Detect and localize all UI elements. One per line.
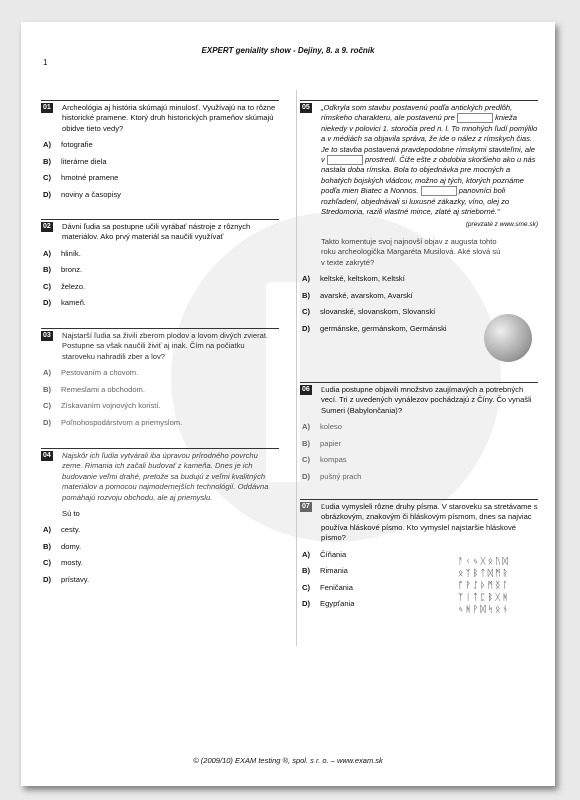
ancient-script-image	[458, 555, 510, 615]
glyph-row: ᚩᚹᛇᚦᛗᛝᛚ	[458, 580, 510, 590]
answer-option[interactable]	[302, 422, 538, 439]
option-text: kompas	[320, 455, 347, 465]
option-text: koleso	[320, 422, 342, 432]
hidden-word-box	[327, 155, 363, 165]
question-number: 04	[43, 452, 51, 459]
option-text: keltské, keltskom, Keltskí	[320, 274, 405, 284]
option-letter: C)	[302, 455, 311, 465]
answer-option[interactable]	[43, 173, 279, 190]
answer-option[interactable]	[43, 368, 279, 385]
option-text: literárne diela	[61, 156, 107, 166]
answer-option[interactable]	[43, 140, 279, 157]
question-text: Najskôr ich ľudia vytvárali iba úpravou prírodného povrchu zeme. Rimania ich začali budovať z kameňa. Dnes je ich budovanie veľmi drahé, pretože sa budujú z veľmi kvalitných materiálov a pomocou najmodernejších technológií. Oddávna pomáhajú rozvoju obchodu, ale aj priemyslu.	[62, 451, 269, 502]
option-letter: C)	[302, 307, 311, 317]
option-letter: A)	[43, 140, 52, 150]
answer-option[interactable]	[43, 418, 279, 435]
quote-part: „Odkryla som stavbu postavenú podľa antických predlôh, rímskeho charakteru, ale postavenú pre	[321, 103, 513, 123]
option-letter: A)	[302, 549, 311, 559]
question-number: 06	[302, 386, 310, 393]
question-03	[41, 328, 279, 434]
option-letter: D)	[43, 189, 52, 199]
option-text: domy.	[61, 541, 82, 551]
answer-option[interactable]	[302, 291, 538, 308]
option-letter: A)	[302, 274, 311, 284]
option-letter: C)	[302, 582, 311, 592]
option-letter: B)	[43, 265, 52, 275]
question-number: 01	[43, 104, 51, 111]
option-text: pušný prach	[320, 471, 362, 481]
option-text: avarské, avarskom, Avarskí	[320, 290, 413, 300]
answer-option[interactable]	[43, 282, 279, 299]
option-text: prístavy.	[61, 574, 90, 584]
question-text: Ľudia postupne objavili množstvo zaujímavých a potrebných vecí. Tri z uvedených vynálezov pochádzajú z Číny. Čo vynašli Sumeri (Babylončania)?	[321, 385, 532, 415]
question-number: 05	[302, 104, 310, 111]
option-text: Remeslami a obchodom.	[61, 384, 145, 394]
answer-option[interactable]	[302, 274, 538, 291]
hidden-word-box	[421, 186, 457, 196]
option-text: germánske, germánskom, Germánski	[320, 323, 447, 333]
option-text: Poľnohospodárstvom a priemyslom.	[61, 417, 183, 427]
option-text: fotografie	[61, 140, 93, 150]
option-letter: D)	[302, 599, 311, 609]
quote-part: panovníci boli rozhľadení, objednávali si luxusné zákazky, víno, olej zo Stredomoria, razili vlastné mince, zlaté aj strieborné.“	[321, 186, 510, 217]
question-lead: Sú to	[62, 509, 80, 519]
answer-option[interactable]	[43, 385, 279, 402]
option-text: hliník.	[61, 248, 81, 258]
answer-option[interactable]	[43, 249, 279, 266]
quote-part: kniežа niekedy v polovici 1. storočia pred n. l. To mnohých ľudí pomýlilo a v médiách sa objavila správa, že ide o nález z rímskych čias. Je to stavba postavená pravdepodobne rímskymi staviteľmi, ale v	[321, 113, 538, 165]
question-01	[41, 100, 279, 206]
option-text: noviny a časopisy	[61, 189, 121, 199]
option-letter: A)	[302, 422, 311, 432]
option-text: kameň.	[61, 298, 86, 308]
question-text: Dávni ľudia sa postupne učili vyrábať nástroje z rôznych materiálov. Ako prvý materiál sa naučili využívať	[62, 222, 251, 242]
option-letter: C)	[43, 401, 52, 411]
option-letter: D)	[43, 574, 52, 584]
glyph-row: ᛉᛁᛏᛈᛒᚷᚻ	[458, 592, 510, 602]
option-letter: C)	[43, 558, 52, 568]
option-text: papier	[320, 438, 342, 448]
option-letter: D)	[302, 323, 311, 333]
answer-option[interactable]	[43, 401, 279, 418]
option-letter: C)	[43, 173, 52, 183]
option-text: Feničania	[320, 582, 353, 592]
option-text: železo.	[61, 281, 86, 291]
option-letter: D)	[43, 417, 52, 427]
question-number: 03	[43, 332, 51, 339]
question-number: 02	[43, 223, 51, 230]
page-footer: © (2009/10) EXAM testing ®, spol. s r. o. – www.exam.sk	[193, 756, 383, 765]
option-text: Egypťania	[320, 599, 355, 609]
glyph-row: ᛃᚻᚹᛞᛋᛟᚾ	[458, 604, 510, 614]
option-letter: A)	[43, 525, 52, 535]
option-letter: D)	[302, 471, 311, 481]
column-divider	[296, 90, 297, 646]
option-text: Pestovaním a chovom.	[61, 368, 139, 378]
option-text: Získavaním vojnových koristí.	[61, 401, 161, 411]
question-text: Ľudia vymysleli rôzne druhy písma. V staroveku sa stretávame s obrázkovým, znakovým či hláskovým písmom, dnes sa najviac používa hláskové písmo. Kto vymyslel najstaršie hláskové písmo?	[321, 502, 538, 543]
exam-sheet	[21, 22, 555, 786]
answer-option[interactable]	[43, 298, 279, 315]
answer-option[interactable]	[43, 265, 279, 282]
question-06	[300, 382, 538, 488]
question-text: Archeológia aj história skúmajú minulosť. Využívajú na to rôzne historické pramene. Ktorý druh historických prameňov skúmajú obidve tieto vedy?	[62, 103, 276, 133]
option-letter: A)	[43, 248, 52, 258]
question-number: 07	[302, 503, 310, 510]
answer-option[interactable]	[43, 190, 279, 207]
quote-part: prostredí. Čiže ešte z obdobia skoršieho ako u nás nastala doba rímska. Bola to objednávka pre mocných a bohatých bojských vládcov, možno aj tých, ktorých poznáme podľa mien Biatec a Nonnos.	[321, 155, 536, 196]
answer-option[interactable]	[302, 439, 538, 456]
option-text: slovanské, slovanskom, Slovanskí	[320, 307, 436, 317]
question-04	[41, 448, 279, 591]
question-text: Najstarší ľudia sa živili zberom plodov a lovom divých zvierat. Postupne sa však naučili živiť aj inak. Čím na počiatku staroveku nahradili zber a lov?	[62, 331, 269, 361]
answer-option[interactable]	[43, 575, 279, 592]
option-text: mosty.	[61, 558, 83, 568]
hidden-word-box	[457, 113, 493, 123]
glyph-row: ᛟᛉᛒᛏᛞᛗᚱ	[458, 568, 510, 578]
question-02	[41, 219, 279, 315]
glyph-row: ᚨᚲᛃᚷᛟᚢᛞ	[458, 556, 510, 566]
option-letter: C)	[43, 281, 52, 291]
answer-option[interactable]	[43, 542, 279, 559]
celtic-coin-image	[484, 314, 532, 362]
page-number: 1	[43, 58, 48, 67]
option-letter: B)	[43, 541, 52, 551]
option-letter: B)	[302, 290, 311, 300]
source-quote	[321, 103, 538, 217]
answer-option[interactable]	[43, 558, 279, 575]
answer-option[interactable]	[43, 157, 279, 174]
option-text: cesty.	[61, 525, 81, 535]
option-text: hmotné pramene	[61, 173, 119, 183]
answer-option[interactable]	[43, 525, 279, 542]
option-text: Rimania	[320, 566, 348, 576]
option-letter: B)	[302, 566, 311, 576]
answer-option[interactable]	[302, 455, 538, 472]
question-07	[300, 499, 538, 616]
option-letter: B)	[43, 384, 52, 394]
option-letter: A)	[43, 368, 52, 378]
page-header: EXPERT geniality show - Dejiny, 8. a 9. ročník	[201, 46, 375, 55]
option-letter: D)	[43, 298, 52, 308]
quote-source: (prevzaté z www.sme.sk)	[465, 221, 538, 229]
question-text: Takto komentuje svoj najnovší objav z augusta tohto roku archeologička Margaréta Musilová. Aké slová sú v texte zakryté?	[321, 236, 501, 267]
option-letter: B)	[302, 438, 311, 448]
option-letter: B)	[43, 156, 52, 166]
option-text: bronz.	[61, 265, 83, 275]
question-05	[300, 100, 538, 340]
answer-option[interactable]	[302, 472, 538, 489]
option-text: Číňania	[320, 549, 347, 559]
